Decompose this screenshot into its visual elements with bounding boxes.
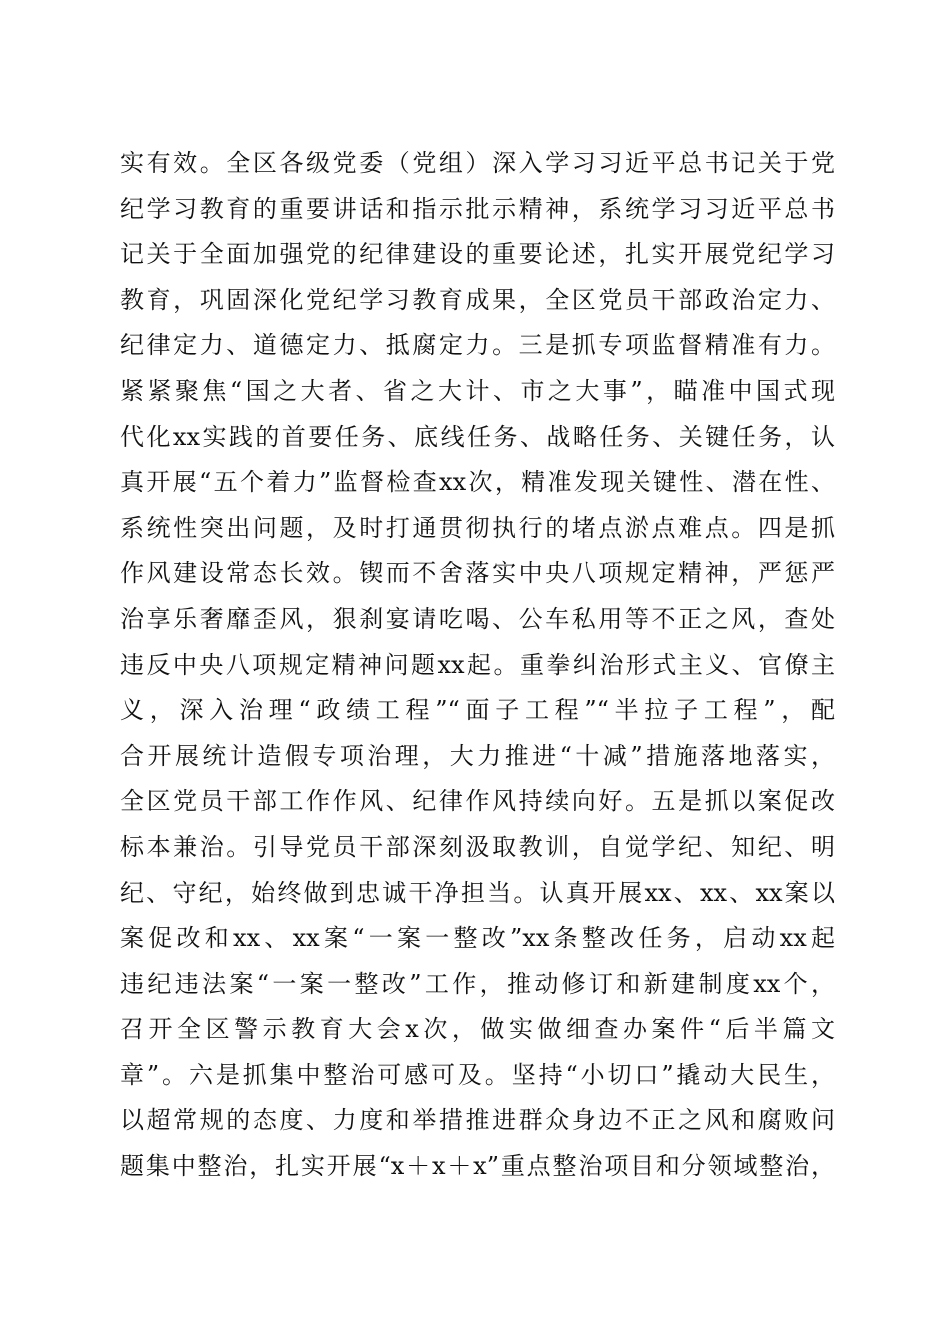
text-line: 章”。六是抓集中整治可感可及。坚持“小切口”撬动大民生， [120, 1060, 835, 1089]
text-line: 义，深入治理“政绩工程”“面子工程”“半拉子工程”，配 [120, 696, 835, 725]
text-line: 代化xx实践的首要任务、底线任务、战略任务、关键任务，认 [120, 422, 835, 451]
text-line: 案促改和xx、xx案“一案一整改”xx条整改任务，启动xx起 [120, 924, 835, 953]
text-line: 教育，巩固深化党纪学习教育成果，全区党员干部政治定力、 [120, 285, 835, 314]
text-line: 纪、守纪，始终做到忠诚干净担当。认真开展xx、xx、xx案以 [120, 878, 835, 907]
text-line: 合开展统计造假专项治理，大力推进“十减”措施落地落实， [120, 741, 835, 770]
text-line: 作风建设常态长效。锲而不舍落实中央八项规定精神，严惩严 [120, 559, 835, 588]
text-line: 题集中整治，扎实开展“x＋x＋x”重点整治项目和分领域整治， [120, 1152, 835, 1181]
text-line: 违反中央八项规定精神问题xx起。重拳纠治形式主义、官僚主 [120, 650, 835, 679]
text-line: 纪律定力、道德定力、抵腐定力。三是抓专项监督精准有力。 [120, 331, 835, 360]
body-paragraph [120, 141, 835, 1190]
text-line: 实有效。全区各级党委（党组）深入学习习近平总书记关于党 [120, 149, 835, 177]
text-line: 标本兼治。引导党员干部深刻汲取教训，自觉学纪、知纪、明 [120, 832, 835, 861]
text-line: 纪学习教育的重要讲话和指示批示精神，系统学习习近平总书 [120, 194, 835, 223]
text-line: 紧紧聚焦“国之大者、省之大计、市之大事”，瞄准中国式现 [120, 376, 835, 405]
text-line: 违纪违法案“一案一整改”工作，推动修订和新建制度xx个， [120, 969, 835, 998]
text-line: 以超常规的态度、力度和举措推进群众身边不正之风和腐败问 [120, 1106, 835, 1135]
text-line: 治享乐奢靡歪风，狠刹宴请吃喝、公车私用等不正之风，查处 [120, 604, 835, 633]
text-line: 系统性突出问题，及时打通贯彻执行的堵点淤点难点。四是抓 [120, 513, 835, 542]
text-line: 记关于全面加强党的纪律建设的重要论述，扎实开展党纪学习 [120, 240, 835, 269]
text-line: 召开全区警示教育大会x次，做实做细查办案件“后半篇文 [120, 1015, 835, 1044]
text-line: 全区党员干部工作作风、纪律作风持续向好。五是抓以案促改 [120, 787, 835, 816]
text-line: 真开展“五个着力”监督检查xx次，精准发现关键性、潜在性、 [120, 468, 835, 497]
